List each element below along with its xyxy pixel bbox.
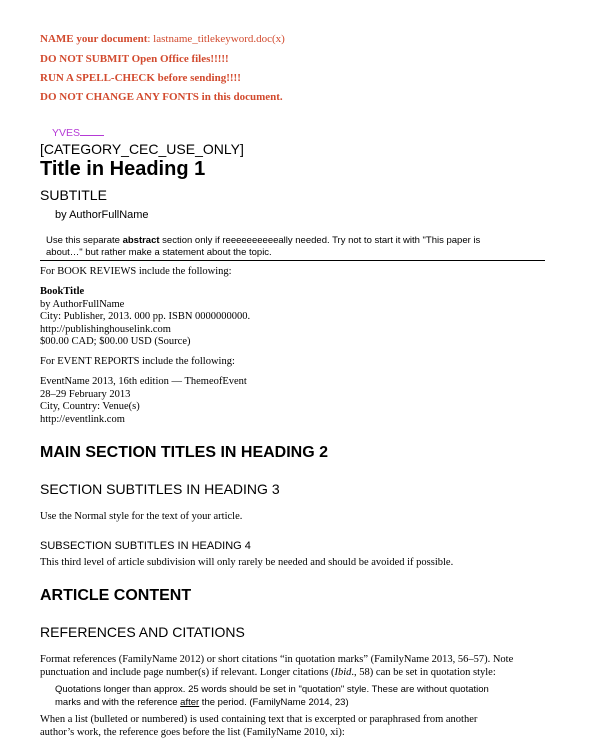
instruction-name-value: : lastname_titlekeyword.doc(x) [147,33,285,45]
heading-2-article: ARTICLE CONTENT [40,587,192,604]
abstract-text [40,235,545,259]
references-line-2-post: ., 58) can be set in quotation style: [351,666,496,678]
event-link: http://eventlink.com [40,413,125,425]
abstract-bold: abstract [122,235,160,246]
heading-3-section: SECTION SUBTITLES IN HEADING 3 [40,481,280,497]
list-paragraph [40,714,477,739]
heading-2-main: MAIN SECTION TITLES IN HEADING 2 [40,444,329,461]
quotation-line-2 [55,697,535,710]
abstract-pre: Use this separate [46,235,123,246]
abstract-post: section only if reeeeeeeeeeally needed. Try not to start it with "This paper is [159,235,481,246]
event-venue: City, Country: Venue(s) [40,401,140,412]
instruction-spellcheck: RUN A SPELL-CHECK before sending!!!! [40,72,241,84]
book-block [40,286,250,349]
book-link: http://publishinghouselink.com [40,323,171,335]
heading-1-title: Title in Heading 1 [40,158,206,180]
abstract-rule [40,260,545,261]
book-publisher: City: Publisher, 2013. 000 pp. ISBN 0000000000. [40,311,251,322]
annotation-yves [52,127,104,139]
book-author: by AuthorFullName [40,298,125,310]
third-level-note: This third level of article subdivision will only rarely be needed and should be avoided if possible. [40,557,454,568]
event-block [40,376,247,426]
instruction-no-fonts: DO NOT CHANGE ANY FONTS in this document. [40,91,283,103]
heading-3-references: REFERENCES AND CITATIONS [40,624,245,640]
book-title: BookTitle [40,286,85,297]
list-line-2: author’s work, the reference goes before the list (FamilyName 2010, xi): [40,726,345,738]
quotation-line-2-post: the period. (FamilyName 2014, 23) [199,696,349,708]
annotation-underline [80,134,104,136]
abstract-block [40,235,545,261]
references-line-2-pre: punctuation and include page number(s) if relevant. Longer citations ( [40,666,335,678]
event-dates: 28–29 February 2013 [40,388,131,400]
category-label: [CATEGORY_CEC_USE_ONLY] [40,141,244,157]
references-ibid: Ibid [334,666,352,678]
references-line-1: Format references (FamilyName 2012) or short citations “in quotation marks” (FamilyName 2013, 56–57). Note [40,654,514,665]
event-name: EventName 2013, 16th edition — ThemeofEvent [40,376,247,387]
annotation-name: YVES [52,127,81,139]
abstract-line2: about…" but rather make a statement about the topic. [46,247,272,258]
subtitle: SUBTITLE [40,187,107,203]
instruction-no-openoffice: DO NOT SUBMIT Open Office files!!!!! [40,53,229,65]
quotation-line-2-pre: marks and with the reference [55,696,181,708]
instruction-name-document [40,33,285,45]
references-paragraph [40,654,513,679]
quotation-after: after [180,696,200,708]
instruction-name-label: NAME your document [40,33,148,45]
author-line: by AuthorFullName [55,209,149,221]
quotation-line-1: Quotations longer than approx. 25 words should be set in "quotation" style. These are without quotation [55,684,489,695]
quotation-block [55,684,535,709]
references-line-2 [40,667,513,680]
list-line-1: When a list (bulleted or numbered) is used containing text that is excerpted or paraphrased from another [40,714,478,725]
book-price: $00.00 CAD; $00.00 USD (Source) [40,336,191,347]
book-intro: For BOOK REVIEWS include the following: [40,266,232,277]
event-intro: For EVENT REPORTS include the following: [40,356,235,367]
normal-style-note: Use the Normal style for the text of your article. [40,511,243,522]
heading-4-subsection: SUBSECTION SUBTITLES IN HEADING 4 [40,540,251,552]
